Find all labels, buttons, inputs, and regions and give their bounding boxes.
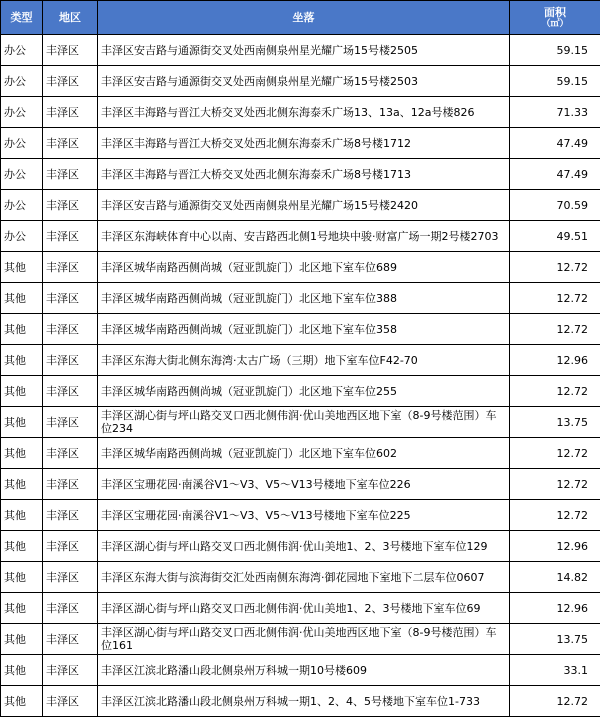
cell-area: 12.96 bbox=[510, 531, 600, 562]
cell-region: 丰泽区 bbox=[43, 531, 98, 562]
cell-area: 14.82 bbox=[510, 562, 600, 593]
header-area-unit: （㎡） bbox=[541, 19, 569, 29]
cell-address: 丰泽区东海大街北侧东海湾·太古广场（三期）地下室车位F42-70 bbox=[98, 345, 510, 376]
cell-region: 丰泽区 bbox=[43, 159, 98, 190]
cell-type: 其他 bbox=[1, 283, 43, 314]
cell-address: 丰泽区丰海路与晋江大桥交叉处西北侧东海泰禾广场13、13a、12a号楼826 bbox=[98, 97, 510, 128]
table-row bbox=[1, 252, 600, 283]
cell-type: 其他 bbox=[1, 438, 43, 469]
cell-address: 丰泽区安吉路与通源街交叉处西南侧泉州星光耀广场15号楼2420 bbox=[98, 190, 510, 221]
table-row bbox=[1, 624, 600, 655]
table-row bbox=[1, 97, 600, 128]
header-row bbox=[1, 1, 600, 35]
table-row bbox=[1, 66, 600, 97]
table-row bbox=[1, 593, 600, 624]
header-region: 地区 bbox=[43, 1, 98, 35]
cell-address: 丰泽区城华南路西侧尚城（冠亚凯旋门）北区地下室车位255 bbox=[98, 376, 510, 407]
table-row bbox=[1, 376, 600, 407]
cell-area: 47.49 bbox=[510, 159, 600, 190]
header-address: 坐落 bbox=[98, 1, 510, 35]
cell-region: 丰泽区 bbox=[43, 66, 98, 97]
cell-address: 丰泽区安吉路与通源街交叉处西南侧泉州星光耀广场15号楼2505 bbox=[98, 35, 510, 66]
table-row bbox=[1, 531, 600, 562]
cell-type: 办公 bbox=[1, 221, 43, 252]
cell-area: 33.1 bbox=[510, 655, 600, 686]
cell-type: 其他 bbox=[1, 376, 43, 407]
table-row bbox=[1, 438, 600, 469]
cell-region: 丰泽区 bbox=[43, 283, 98, 314]
table-row bbox=[1, 655, 600, 686]
cell-type: 其他 bbox=[1, 655, 43, 686]
cell-type: 办公 bbox=[1, 128, 43, 159]
cell-type: 办公 bbox=[1, 97, 43, 128]
cell-area: 12.96 bbox=[510, 345, 600, 376]
table-row bbox=[1, 221, 600, 252]
cell-area: 12.72 bbox=[510, 376, 600, 407]
cell-type: 办公 bbox=[1, 159, 43, 190]
table-row bbox=[1, 469, 600, 500]
cell-area: 59.15 bbox=[510, 35, 600, 66]
cell-region: 丰泽区 bbox=[43, 314, 98, 345]
cell-type: 其他 bbox=[1, 252, 43, 283]
table-row bbox=[1, 283, 600, 314]
cell-address: 丰泽区宝珊花园·南溪谷V1～V3、V5～V13号楼地下室车位225 bbox=[98, 500, 510, 531]
cell-area: 13.75 bbox=[510, 624, 600, 655]
cell-type: 办公 bbox=[1, 35, 43, 66]
cell-address: 丰泽区湖心街与坪山路交叉口西北侧伟润·优山美地1、2、3号楼地下室车位69 bbox=[98, 593, 510, 624]
cell-region: 丰泽区 bbox=[43, 438, 98, 469]
cell-type: 办公 bbox=[1, 190, 43, 221]
cell-address: 丰泽区宝珊花园·南溪谷V1～V3、V5～V13号楼地下室车位226 bbox=[98, 469, 510, 500]
cell-area: 13.75 bbox=[510, 407, 600, 438]
cell-type: 其他 bbox=[1, 562, 43, 593]
cell-address: 丰泽区城华南路西侧尚城（冠亚凯旋门）北区地下室车位358 bbox=[98, 314, 510, 345]
cell-address: 丰泽区湖心街与坪山路交叉口西北侧伟润·优山美地西区地下室（8-9号楼范围）车位234 bbox=[98, 407, 510, 438]
cell-area: 12.72 bbox=[510, 438, 600, 469]
cell-type: 其他 bbox=[1, 345, 43, 376]
cell-address: 丰泽区丰海路与晋江大桥交叉处西北侧东海泰禾广场8号楼1713 bbox=[98, 159, 510, 190]
cell-region: 丰泽区 bbox=[43, 407, 98, 438]
cell-address: 丰泽区东海大街与滨海街交汇处西南侧东海湾·御花园地下室地下二层车位0607 bbox=[98, 562, 510, 593]
table-header bbox=[1, 1, 600, 35]
cell-type: 其他 bbox=[1, 500, 43, 531]
table-row bbox=[1, 190, 600, 221]
table-row bbox=[1, 500, 600, 531]
cell-type: 其他 bbox=[1, 314, 43, 345]
cell-address: 丰泽区江滨北路潘山段北侧泉州万科城一期10号楼609 bbox=[98, 655, 510, 686]
cell-address: 丰泽区城华南路西侧尚城（冠亚凯旋门）北区地下室车位388 bbox=[98, 283, 510, 314]
cell-region: 丰泽区 bbox=[43, 469, 98, 500]
cell-address: 丰泽区城华南路西侧尚城（冠亚凯旋门）北区地下室车位602 bbox=[98, 438, 510, 469]
table-row bbox=[1, 345, 600, 376]
table-row bbox=[1, 314, 600, 345]
header-area bbox=[510, 1, 600, 35]
cell-area: 12.72 bbox=[510, 314, 600, 345]
header-area-title: 面积 bbox=[544, 6, 566, 19]
cell-area: 70.59 bbox=[510, 190, 600, 221]
cell-region: 丰泽区 bbox=[43, 593, 98, 624]
cell-region: 丰泽区 bbox=[43, 500, 98, 531]
cell-area: 47.49 bbox=[510, 128, 600, 159]
cell-area: 12.72 bbox=[510, 500, 600, 531]
cell-type: 其他 bbox=[1, 686, 43, 717]
cell-type: 其他 bbox=[1, 469, 43, 500]
table-row bbox=[1, 562, 600, 593]
table-row bbox=[1, 159, 600, 190]
cell-region: 丰泽区 bbox=[43, 686, 98, 717]
cell-region: 丰泽区 bbox=[43, 97, 98, 128]
table-row bbox=[1, 686, 600, 717]
cell-area: 12.72 bbox=[510, 686, 600, 717]
table-body bbox=[1, 35, 600, 717]
cell-region: 丰泽区 bbox=[43, 221, 98, 252]
cell-area: 49.51 bbox=[510, 221, 600, 252]
cell-area: 71.33 bbox=[510, 97, 600, 128]
cell-type: 其他 bbox=[1, 407, 43, 438]
cell-address: 丰泽区城华南路西侧尚城（冠亚凯旋门）北区地下室车位689 bbox=[98, 252, 510, 283]
cell-type: 其他 bbox=[1, 593, 43, 624]
cell-region: 丰泽区 bbox=[43, 35, 98, 66]
cell-region: 丰泽区 bbox=[43, 655, 98, 686]
cell-type: 其他 bbox=[1, 624, 43, 655]
cell-address: 丰泽区东海峡体育中心以南、安吉路西北侧1号地块中骏·财富广场一期2号楼2703 bbox=[98, 221, 510, 252]
cell-region: 丰泽区 bbox=[43, 345, 98, 376]
cell-area: 12.96 bbox=[510, 593, 600, 624]
table-row bbox=[1, 407, 600, 438]
cell-address: 丰泽区丰海路与晋江大桥交叉处西北侧东海泰禾广场8号楼1712 bbox=[98, 128, 510, 159]
cell-address: 丰泽区安吉路与通源街交叉处西南侧泉州星光耀广场15号楼2503 bbox=[98, 66, 510, 97]
cell-area: 12.72 bbox=[510, 252, 600, 283]
cell-area: 12.72 bbox=[510, 469, 600, 500]
table-row bbox=[1, 128, 600, 159]
cell-area: 59.15 bbox=[510, 66, 600, 97]
cell-address: 丰泽区江滨北路潘山段北侧泉州万科城一期1、2、4、5号楼地下室车位1-733 bbox=[98, 686, 510, 717]
cell-region: 丰泽区 bbox=[43, 190, 98, 221]
cell-address: 丰泽区湖心街与坪山路交叉口西北侧伟润·优山美地1、2、3号楼地下室车位129 bbox=[98, 531, 510, 562]
table-row bbox=[1, 35, 600, 66]
cell-area: 12.72 bbox=[510, 283, 600, 314]
cell-type: 其他 bbox=[1, 531, 43, 562]
cell-region: 丰泽区 bbox=[43, 624, 98, 655]
cell-type: 办公 bbox=[1, 66, 43, 97]
cell-region: 丰泽区 bbox=[43, 562, 98, 593]
cell-address: 丰泽区湖心街与坪山路交叉口西北侧伟润·优山美地西区地下室（8-9号楼范围）车位161 bbox=[98, 624, 510, 655]
cell-region: 丰泽区 bbox=[43, 128, 98, 159]
cell-region: 丰泽区 bbox=[43, 376, 98, 407]
cell-region: 丰泽区 bbox=[43, 252, 98, 283]
header-type: 类型 bbox=[1, 1, 43, 35]
